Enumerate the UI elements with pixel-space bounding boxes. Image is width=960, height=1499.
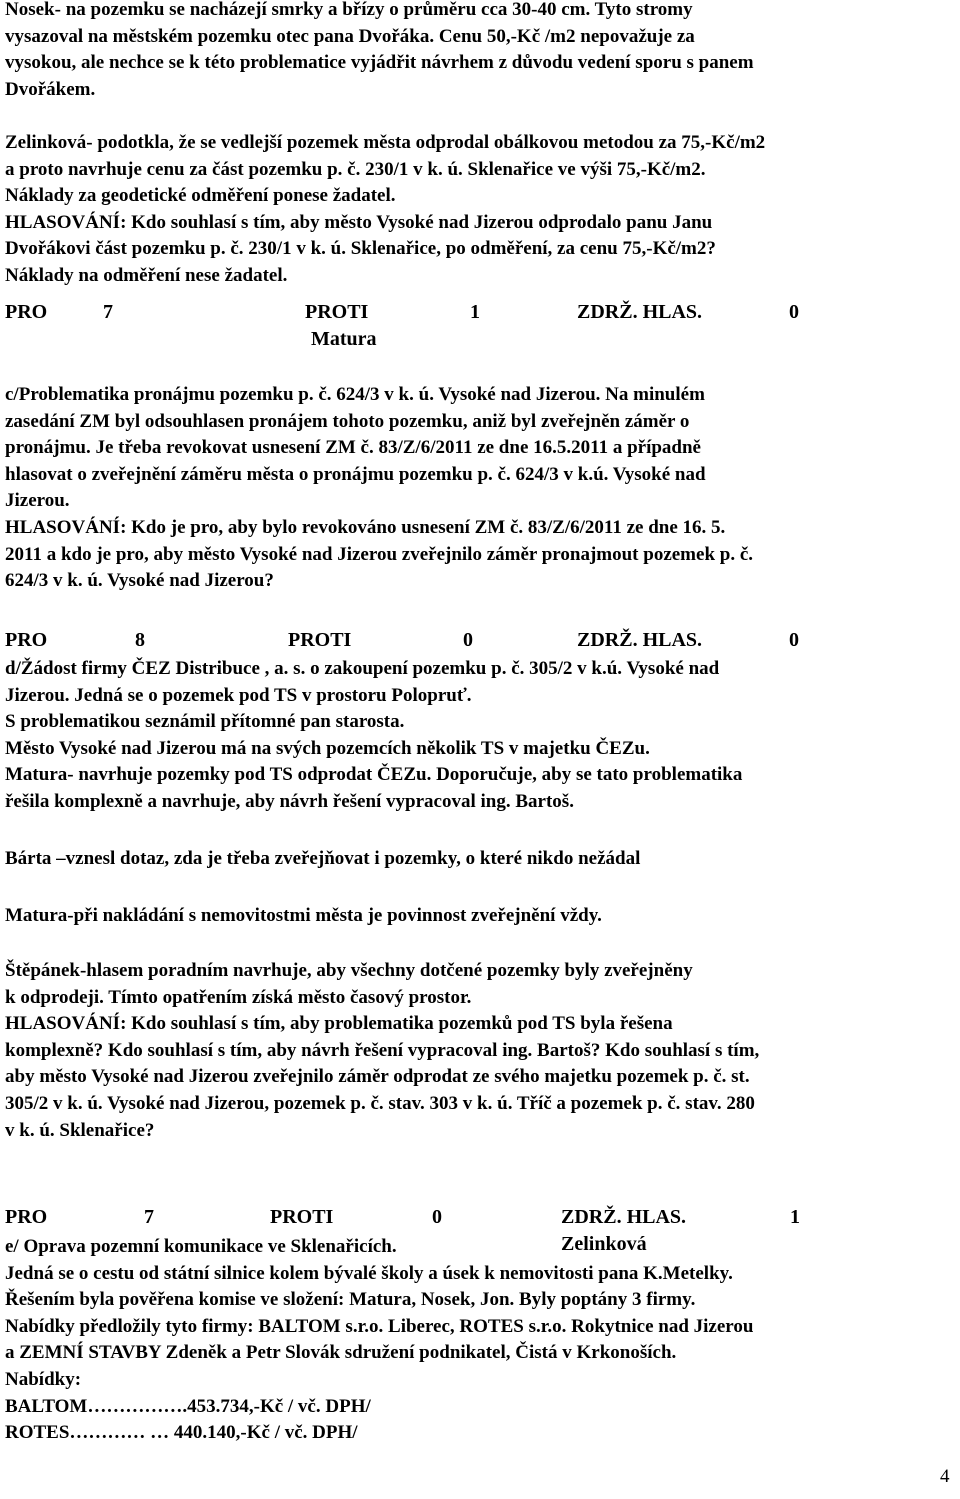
vote-abstain-name: Zelinková <box>561 1232 647 1255</box>
text-line: Jizerou. Jedná se o pozemek pod TS v prostoru Polopruť. <box>5 684 472 706</box>
paragraph-matura <box>5 903 960 930</box>
text-line: Jizerou. <box>5 490 70 512</box>
vote-result-2 <box>5 627 960 654</box>
text-line: HLASOVÁNÍ: Kdo souhlasí s tím, aby město Vysoké nad Jizerou odprodalo panu Janu <box>5 211 713 233</box>
text-line: Nabídky: <box>5 1368 82 1390</box>
text-line: Náklady za geodetické odměření ponese žadatel. <box>5 185 396 207</box>
text-line: HLASOVÁNÍ: Kdo je pro, aby bylo revokováno usnesení ZM č. 83/Z/6/2011 ze dne 16. 5. <box>5 516 726 538</box>
paragraph-c-pronajem <box>5 382 960 595</box>
vote-abstain-label: ZDRŽ. HLAS. <box>577 301 703 323</box>
text-line: vysazoval na městském pozemku otec pana Dvořáka. Cenu 50,-Kč /m2 nepovažuje za <box>5 25 695 47</box>
text-line: Náklady na odměření nese žadatel. <box>5 264 288 286</box>
text-line: 2011 a kdo je pro, aby město Vysoké nad Jizerou zveřejnilo záměr pronajmout pozemek p. č. <box>5 543 754 565</box>
text-line: Matura- navrhuje pozemky pod TS odprodat ČEZu. Doporučuje, aby se tato problematika <box>5 764 743 786</box>
text-line: Město Vysoké nad Jizerou má na svých pozemcích několik TS v majetku ČEZu. <box>5 737 650 759</box>
text-line: 624/3 v k. ú. Vysoké nad Jizerou? <box>5 570 274 592</box>
text-line: Nabídky předložily tyto firmy: BALTOM s.r.o. Liberec, ROTES s.r.o. Rokytnice nad Jizerou <box>5 1315 754 1337</box>
text-line: hlasovat o zveřejnění záměru města o pronájmu pozemku p. č. 624/3 v k.ú. Vysoké nad <box>5 463 706 485</box>
vote-against-name: Matura <box>311 327 377 350</box>
vote-pro-label: PRO <box>5 628 48 651</box>
text-line: HLASOVÁNÍ: Kdo souhlasí s tím, aby problematika pozemků pod TS byla řešena <box>5 1013 673 1035</box>
paragraph-nosek <box>5 0 960 103</box>
text-line: Řešením byla pověřena komise ve složení: Matura, Nosek, Jon. Byly poptány 3 firmy. <box>5 1289 696 1311</box>
vote-proti-count: 1 <box>470 301 480 323</box>
vote-pro-label: PRO <box>5 1206 48 1229</box>
text-line: Dvořákem. <box>5 78 96 100</box>
text-line: Matura-při nakládání s nemovitostmi města je povinnost zveřejnění vždy. <box>5 905 602 926</box>
text-line: BALTOM…………….453.734,-Kč / vč. DPH/ <box>5 1395 371 1417</box>
text-line: v k. ú. Sklenařice? <box>5 1119 155 1141</box>
vote-pro-label: PRO <box>5 301 48 323</box>
text-line: S problematikou seznámil přítomné pan starosta. <box>5 711 405 733</box>
text-line: a proto navrhuje cenu za část pozemku p. č. 230/1 v k. ú. Sklenařice ve výši 75,-Kč/m2. <box>5 158 706 180</box>
text-line: řešila komplexně a navrhuje, aby návrh řešení vypracoval ing. Bartoš. <box>5 790 574 812</box>
text-line: d/Žádost firmy ČEZ Distribuce , a. s. o zakoupení pozemku p. č. 305/2 v k.ú. Vysoké nad <box>5 658 720 679</box>
vote-abstain-count: 0 <box>789 301 799 323</box>
vote-proti-count: 0 <box>463 628 473 651</box>
vote-proti-label: PROTI <box>305 301 369 323</box>
vote-proti-label: PROTI <box>288 628 352 651</box>
text-line: a ZEMNÍ STAVBY Zdeněk a Petr Slovák sdružení podnikatel, Čistá v Krkonoších. <box>5 1342 677 1364</box>
text-line: k odprodeji. Tímto opatřením získá město časový prostor. <box>5 986 472 1008</box>
paragraph-zelinkova <box>5 130 960 290</box>
vote-result-1 <box>5 299 960 350</box>
text-line: komplexně? Kdo souhlasí s tím, aby návrh řešení vypracoval ing. Bartoš? Kdo souhlasí s tím, <box>5 1039 760 1061</box>
text-line: c/Problematika pronájmu pozemku p. č. 624/3 v k. ú. Vysoké nad Jizerou. Na minulém <box>5 384 705 405</box>
text-line: Dvořákovi část pozemku p. č. 230/1 v k. ú. Sklenařice, po odměření, za cenu 75,-Kč/m2? <box>5 238 716 260</box>
text-line: e/ Oprava pozemní komunikace ve Sklenařicích. <box>5 1236 397 1257</box>
page-number: 4 <box>940 1466 950 1487</box>
paragraph-e-komunikace <box>5 1234 960 1447</box>
text-line: Bárta –vznesl dotaz, zda je třeba zveřejňovat i pozemky, o které nikdo nežádal <box>5 848 641 869</box>
vote-pro-count: 7 <box>144 1206 154 1229</box>
text-line: zasedání ZM byl odsouhlasen pronájem tohoto pozemku, aniž byl zveřejněn záměr o <box>5 410 690 432</box>
text-line: Zelinková- podotkla, že se vedlejší pozemek města odprodal obálkovou metodou za 75,-Kč/m2 <box>5 132 766 153</box>
text-line: vysokou, ale nechce se k této problematice vyjádřit návrhem z důvodu vedení sporu s panem <box>5 52 754 74</box>
text-line: aby město Vysoké nad Jizerou zveřejnilo záměr odprodat ze svého majetku pozemek p. č. st. <box>5 1066 750 1088</box>
vote-abstain-label: ZDRŽ. HLAS. <box>561 1206 687 1229</box>
text-line: Jedná se o cestu od státní silnice kolem bývalé školy a úsek k nemovitosti pana K.Metelky. <box>5 1262 733 1284</box>
text-line: 305/2 v k. ú. Vysoké nad Jizerou, pozemek p. č. stav. 303 v k. ú. Tříč a pozemek p. č. stav. 280 <box>5 1092 755 1114</box>
vote-abstain-label: ZDRŽ. HLAS. <box>577 628 703 651</box>
text-line: ROTES………… … 440.140,-Kč / vč. DPH/ <box>5 1422 358 1444</box>
vote-pro-count: 8 <box>135 628 145 651</box>
text-line: Štěpánek-hlasem poradním navrhuje, aby všechny dotčené pozemky byly zveřejněny <box>5 960 693 981</box>
text-line: pronájmu. Je třeba revokovat usnesení ZM č. 83/Z/6/2011 ze dne 16.5.2011 a případně <box>5 437 701 459</box>
vote-proti-count: 0 <box>432 1206 442 1229</box>
text-line: Nosek- na pozemku se nacházejí smrky a břízy o průměru cca 30-40 cm. Tyto stromy <box>5 0 693 20</box>
vote-abstain-count: 1 <box>790 1206 800 1229</box>
vote-pro-count: 7 <box>103 301 113 323</box>
paragraph-barta <box>5 846 960 873</box>
vote-abstain-count: 0 <box>789 628 799 651</box>
paragraph-d-cez <box>5 656 960 816</box>
vote-proti-label: PROTI <box>270 1206 334 1229</box>
paragraph-stepanek <box>5 958 960 1144</box>
